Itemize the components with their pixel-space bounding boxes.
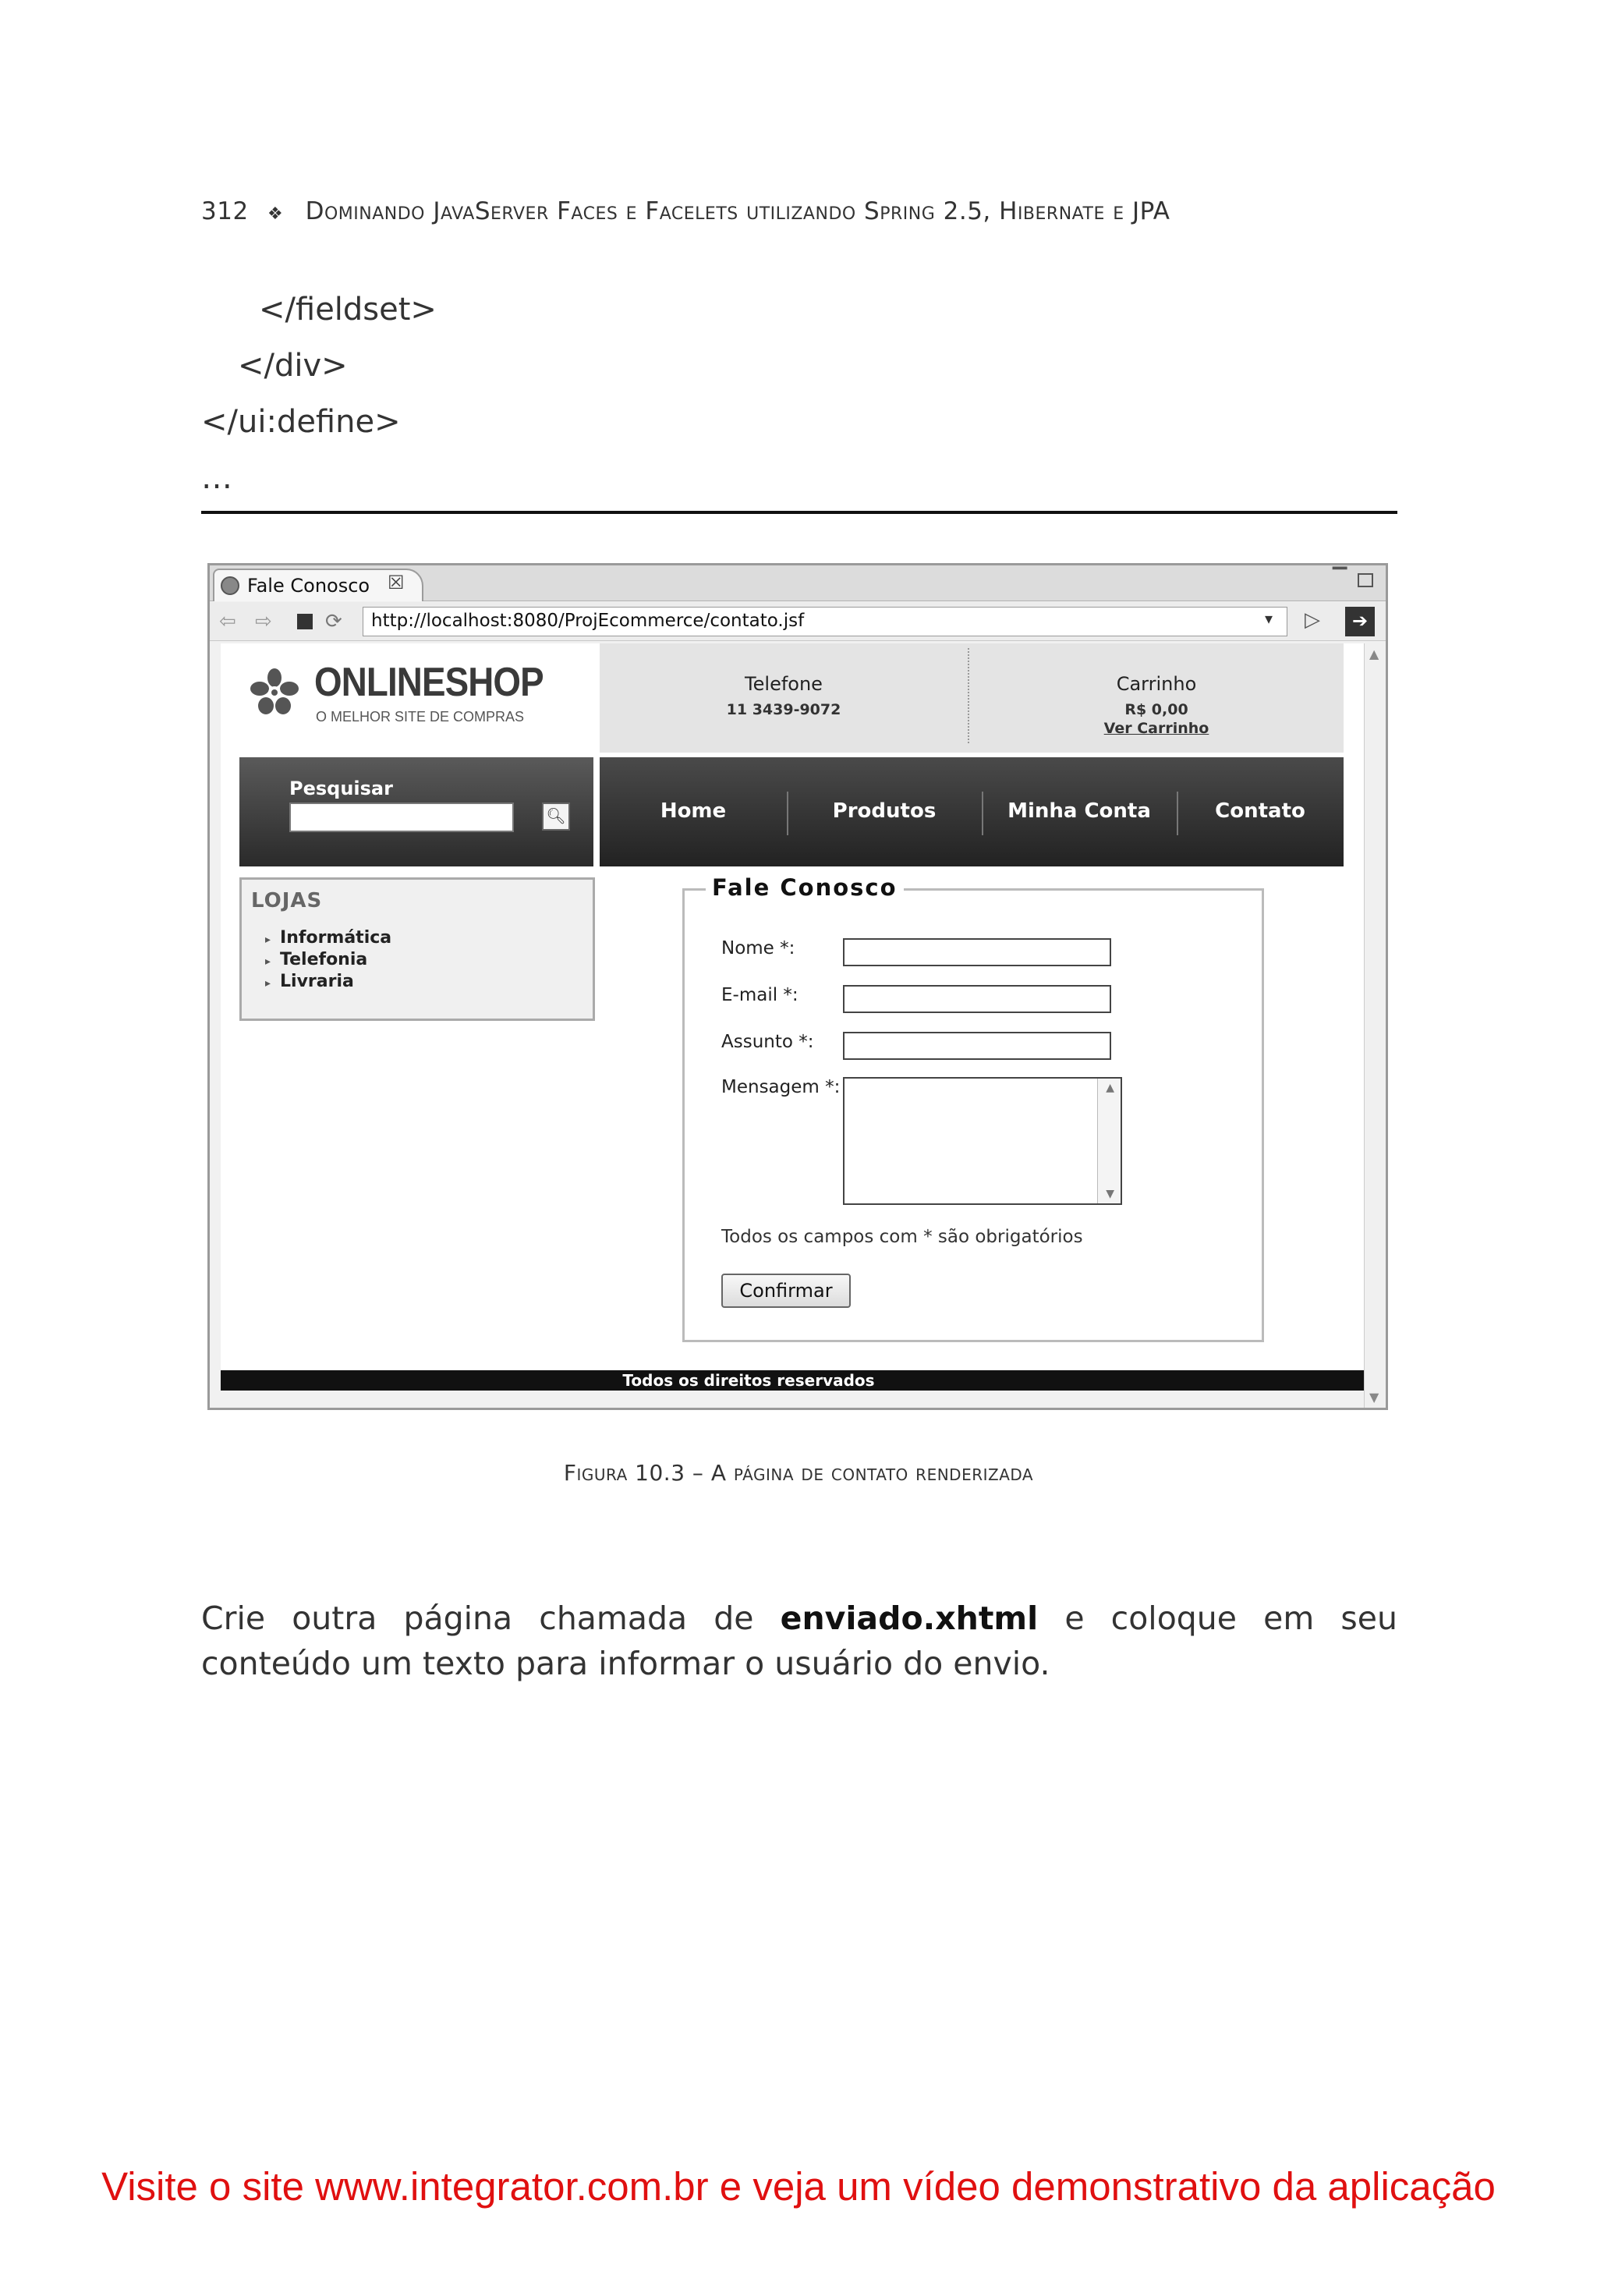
- subject-label: Assunto *:: [721, 1032, 814, 1052]
- name-label: Nome *:: [721, 938, 795, 958]
- required-fields-note: Todos os campos com * são obrigatórios: [721, 1227, 1083, 1247]
- file-name: enviado.xhtml: [780, 1600, 1039, 1637]
- view-cart-link[interactable]: Ver Carrinho: [1103, 720, 1209, 737]
- page-number: 312: [201, 197, 249, 225]
- menu-item-minha-conta[interactable]: Minha Conta: [1007, 799, 1151, 823]
- vertical-scrollbar[interactable]: [1364, 643, 1386, 1408]
- search-label: Pesquisar: [289, 778, 393, 799]
- paragraph-text: Crie outra página chamada de: [201, 1600, 781, 1637]
- name-field[interactable]: [843, 938, 1111, 966]
- subject-field[interactable]: [843, 1032, 1111, 1060]
- scroll-down-icon[interactable]: ▼: [1369, 1390, 1379, 1405]
- code-divider: [201, 511, 1397, 514]
- phone-number: 11 3439-9072: [726, 701, 841, 718]
- search-button[interactable]: [542, 803, 570, 831]
- go-icon[interactable]: ▷: [1305, 608, 1320, 632]
- scroll-up-icon[interactable]: ▲: [1369, 647, 1379, 661]
- search-icon: 🔍︎: [546, 806, 566, 825]
- chevron-down-icon[interactable]: ▾: [1265, 609, 1273, 628]
- tab-bar: [210, 565, 1386, 601]
- message-textarea[interactable]: [843, 1077, 1122, 1205]
- browser-tab[interactable]: [213, 569, 423, 601]
- code-line: </div>: [238, 348, 348, 384]
- store-label: Telefonia: [280, 950, 368, 969]
- back-arrow-icon[interactable]: ⇦: [219, 610, 236, 633]
- triangle-right-icon: ▸: [265, 934, 271, 946]
- search-panel: [239, 757, 593, 866]
- stop-icon[interactable]: [297, 614, 313, 629]
- code-line: </ui:define>: [201, 404, 401, 440]
- confirm-button[interactable]: Confirmar: [721, 1274, 851, 1308]
- page-viewport: [221, 643, 1364, 1391]
- cart-label: Carrinho: [1116, 673, 1197, 695]
- globe-icon: [221, 576, 239, 595]
- open-external-icon[interactable]: ➔: [1345, 607, 1375, 636]
- scroll-down-icon[interactable]: ▼: [1106, 1188, 1114, 1200]
- minimize-icon[interactable]: ▔: [1333, 567, 1347, 589]
- email-field[interactable]: [843, 985, 1111, 1013]
- store-label: Livraria: [280, 972, 354, 991]
- book-title: Dominando JavaServer Faces e Facelets utilizando Spring 2.5, Hibernate e JPA: [305, 197, 1170, 225]
- bullet-icon: ❖: [267, 204, 284, 224]
- triangle-right-icon: ▸: [265, 977, 271, 990]
- store-link-telefonia[interactable]: [265, 950, 367, 969]
- forward-arrow-icon[interactable]: ⇨: [255, 610, 272, 633]
- textarea-scrollbar[interactable]: [1097, 1079, 1121, 1203]
- logo-name: ONLINESHOP: [314, 660, 544, 705]
- cart-total: R$ 0,00: [1124, 701, 1188, 718]
- stores-sidebar: [239, 877, 595, 1021]
- triangle-right-icon: ▸: [265, 955, 271, 968]
- site-footer: [221, 1370, 1364, 1391]
- navigation-bar: [210, 602, 1386, 641]
- email-label: E-mail *:: [721, 985, 798, 1005]
- body-paragraph: [201, 1596, 1397, 1686]
- footer-text: Todos os direitos reservados: [622, 1371, 875, 1390]
- promo-banner: Visite o site www.integrator.com.br e veja um vídeo demonstrativo da aplicação: [101, 2164, 1496, 2209]
- maximize-icon[interactable]: [1358, 573, 1373, 587]
- message-label: Mensagem *:: [721, 1077, 841, 1097]
- tab-label: Fale Conosco: [247, 575, 370, 597]
- flower-logo-icon: [250, 668, 299, 717]
- address-bar[interactable]: [363, 607, 1287, 636]
- store-link-livraria[interactable]: [265, 972, 354, 991]
- contact-form-legend: Fale Conosco: [706, 874, 904, 901]
- code-line: </fieldset>: [259, 292, 437, 328]
- figure-browser-window: [207, 563, 1388, 1410]
- store-link-informatica[interactable]: [265, 928, 391, 948]
- menu-item-home[interactable]: Home: [660, 799, 727, 823]
- main-menu: [600, 757, 1344, 866]
- phone-label: Telefone: [745, 673, 823, 695]
- stores-title: LOJAS: [251, 889, 323, 912]
- figure-caption: Figura 10.3 – A página de contato renderizada: [563, 1460, 1034, 1486]
- code-line: …: [201, 460, 232, 496]
- store-label: Informática: [280, 928, 392, 948]
- scroll-up-icon[interactable]: ▲: [1106, 1082, 1114, 1094]
- search-input[interactable]: [289, 803, 514, 832]
- running-header: [201, 197, 1170, 225]
- menu-item-contato[interactable]: Contato: [1215, 799, 1305, 823]
- logo-tagline: O MELHOR SITE DE COMPRAS: [316, 709, 525, 725]
- paragraph-text: e coloque em seu conteúdo um texto para informar o usuário do envio.: [201, 1600, 1397, 1682]
- close-icon[interactable]: ☒: [388, 572, 405, 593]
- refresh-icon[interactable]: ⟳: [325, 610, 342, 633]
- site-logo[interactable]: [239, 643, 590, 753]
- menu-item-produtos[interactable]: Produtos: [832, 799, 937, 823]
- url-text: http://localhost:8080/ProjEcommerce/contato.jsf: [371, 611, 805, 631]
